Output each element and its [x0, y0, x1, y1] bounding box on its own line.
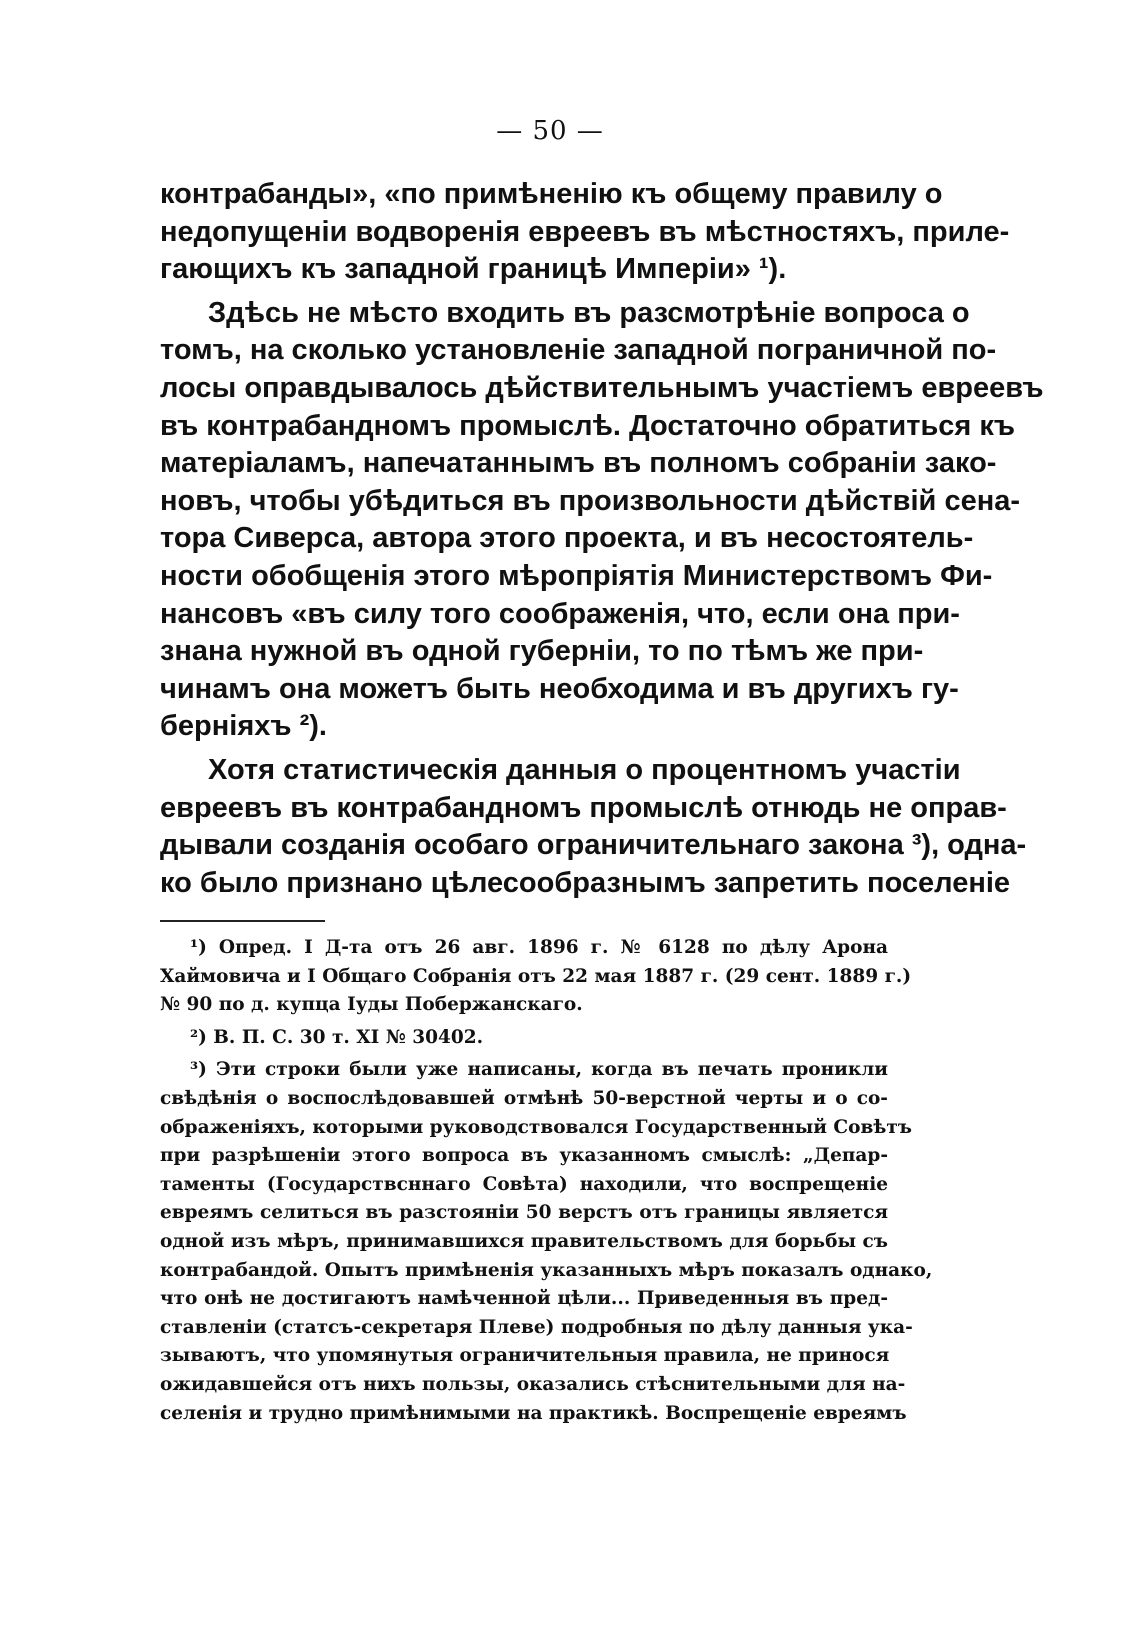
- text-line: чинамъ она можетъ быть необходима и въ другихъ гу-: [160, 672, 959, 705]
- footnotes: [160, 934, 933, 1432]
- footnote-line: контрабандой. Опытъ примѣненія указанныхъ мѣръ показалъ однако,: [160, 1259, 933, 1281]
- text-line: берніяхъ ²).: [160, 710, 327, 743]
- footnote-line: ¹) Опред. I Д-та отъ 26 авг. 1896 г. № 6128 по дѣлу Арона: [190, 937, 888, 958]
- text-line: Хотя статистическія данныя о процентномъ участіи: [208, 753, 961, 786]
- footnote-divider: [160, 920, 325, 922]
- text-line: контрабанды», «по примѣненію къ общему правилу о: [160, 178, 943, 210]
- text-line: лосы оправдывалось дѣйствительнымъ участіемъ евреевъ: [160, 371, 1044, 404]
- text-line: новъ, чтобы убѣдиться въ произвольности дѣйствій сена-: [160, 484, 1021, 517]
- footnote-line: евреямъ селиться въ разстояніи 50 верстъ отъ границы является: [160, 1202, 888, 1224]
- footnote-2: [160, 1024, 888, 1053]
- footnote-line: что онѣ не достигаютъ намѣченной цѣли... Приведенныя въ пред-: [160, 1288, 888, 1310]
- text-line: гающихъ къ западной границѣ Имперіи» ¹).: [160, 253, 787, 286]
- main-text: [160, 176, 1044, 902]
- text-line: знана нужной въ одной губерніи, то по тѣмъ же при-: [160, 635, 924, 668]
- footnote-line: одной изъ мѣръ, принимавшихся правительствомъ для борьбы съ: [160, 1230, 888, 1252]
- text-line: ности обобщенія этого мѣропріятія Министерствомъ Фи-: [160, 559, 993, 592]
- paragraph-3: [160, 752, 1027, 902]
- footnote-line: ²) В. П. С. 30 т. XI № 30402.: [190, 1026, 484, 1048]
- text-line: дывали созданія особаго ограничительнаго закона ³), одна-: [160, 829, 1027, 862]
- paragraph-2: [160, 295, 1044, 746]
- text-line: нансовъ «въ силу того соображенія, что, если она при-: [160, 597, 960, 630]
- footnote-line: ³) Эти строки были уже написаны, когда въ печать проникли: [190, 1059, 888, 1081]
- footnote-line: при разрѣшеніи этого вопроса въ указанномъ смыслѣ: „Депар-: [160, 1145, 888, 1167]
- footnote-1: [160, 934, 912, 1020]
- text-line: недопущеніи водворенія евреевъ въ мѣстностяхъ, приле-: [160, 215, 1010, 248]
- text-line: Здѣсь не мѣсто входить въ разсмотрѣніе вопроса о: [208, 296, 970, 329]
- text-line: матеріаламъ, напечатаннымъ въ полномъ собраніи зако-: [160, 447, 997, 480]
- text-line: въ контрабандномъ промыслѣ. Достаточно обратиться къ: [160, 409, 1016, 442]
- footnote-line: селенія и трудно примѣнимыми на практикѣ. Воспрещеніе евреямъ: [160, 1402, 907, 1424]
- footnote-3: [160, 1056, 933, 1428]
- footnote-line: таменты (Государствсннаго Совѣта) находили, что воспрещеніе: [160, 1173, 888, 1195]
- footnote-line: зываютъ, что упомянутыя ограничительныя правила, не принося: [160, 1345, 890, 1367]
- text-line: томъ, на сколько установленіе западной пограничной по-: [160, 334, 997, 367]
- text-line: тора Сиверса, автора этого проекта, и въ несостоятель-: [160, 522, 974, 555]
- footnote-line: Хаймовича и I Общаго Собранія отъ 22 мая 1887 г. (29 сент. 1889 г.): [160, 965, 912, 987]
- text-line: евреевъ въ контрабандномъ промыслѣ отнюдь не оправ-: [160, 791, 1007, 824]
- footnote-line: свѣдѣнія о воспослѣдовавшей отмѣнѣ 50-верстной черты и о со-: [160, 1087, 888, 1109]
- footnote-line: № 90 по д. купца Іуды Побержанскаго.: [160, 994, 583, 1016]
- text-line: ко было признано цѣлесообразнымъ запретить поселеніе: [160, 866, 1011, 899]
- paragraph-1: [160, 176, 1010, 289]
- footnote-line: ображеніяхъ, которыми руководствовался Государственный Совѣтъ: [160, 1116, 912, 1138]
- page-number: — 50 —: [496, 116, 604, 146]
- footnote-line: ставленіи (статсъ-секретаря Плеве) подробныя по дѣлу данныя ука-: [160, 1316, 913, 1338]
- footnote-line: ожидавшейся отъ нихъ пользы, оказались стѣснительными для на-: [160, 1373, 906, 1395]
